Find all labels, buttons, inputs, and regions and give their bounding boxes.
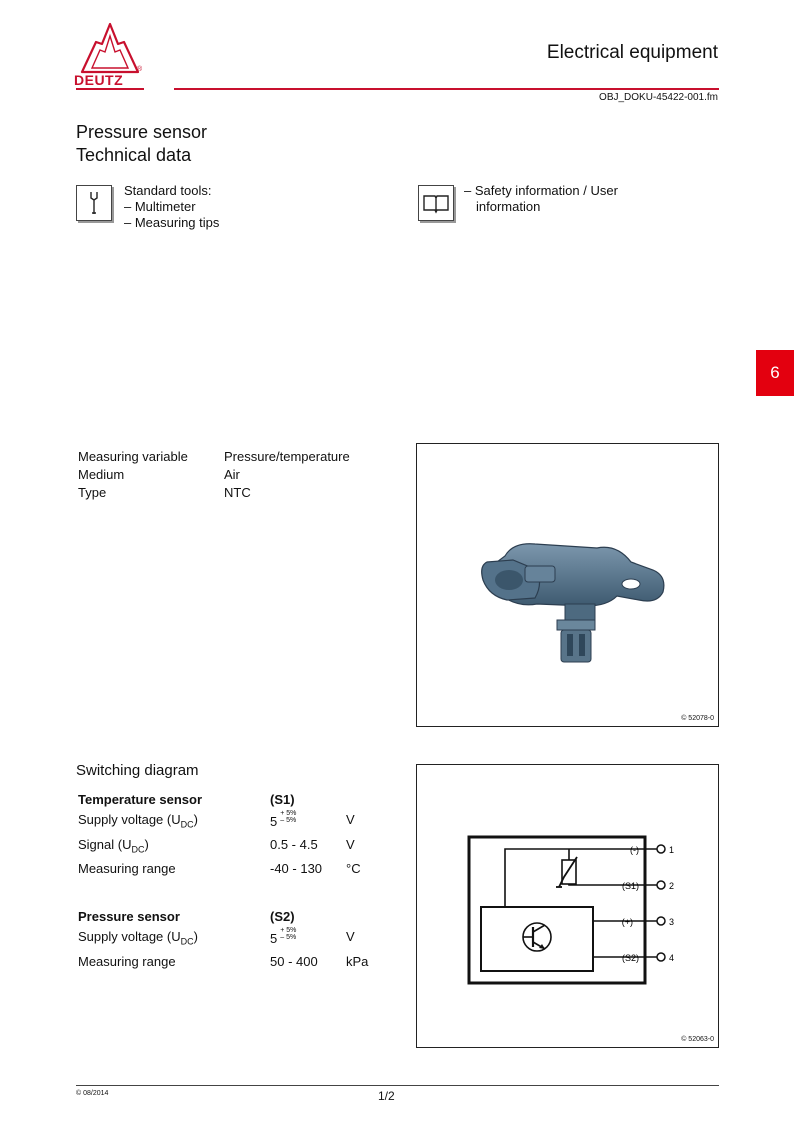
- signal-unit: V: [346, 836, 355, 852]
- temp-range-unit: °C: [346, 861, 361, 877]
- signal-row: [78, 835, 408, 860]
- press-range-value: 50 - 400: [270, 953, 318, 969]
- pin-number: 4: [669, 953, 675, 963]
- temp-sensor-header: [78, 790, 408, 810]
- temp-range-row: [78, 859, 408, 879]
- wrench-icon: [76, 185, 112, 221]
- temp-supply-unit: V: [346, 812, 355, 827]
- tools-item-multimeter: – Multimeter: [124, 199, 196, 214]
- temp-supply-row: [78, 810, 408, 835]
- temp-sensor-code: (S1): [270, 792, 295, 807]
- press-sensor-title: Pressure sensor: [78, 909, 180, 925]
- page-title-line2: Technical data: [76, 145, 192, 165]
- circuit-diagram: [417, 765, 718, 1047]
- logo-text: DEUTZ: [74, 72, 124, 88]
- figure-reference: © 52063-0: [681, 1036, 714, 1043]
- switching-heading: Switching diagram: [76, 762, 199, 779]
- safety-info: [464, 183, 618, 215]
- spec-row: [78, 484, 350, 502]
- book-icon: [418, 185, 454, 221]
- pin-number: 1: [669, 845, 675, 855]
- pin-label: (S1): [621, 881, 639, 891]
- header-rule: [174, 88, 719, 90]
- press-range-row: [78, 952, 408, 972]
- press-supply-label: Supply voltage $(U_{DC})$: [78, 929, 198, 947]
- header-title: Electrical equipment: [546, 42, 718, 63]
- temp-range-label: Measuring range: [78, 861, 176, 877]
- spec-row: [78, 466, 350, 484]
- footer-rule: [76, 1085, 719, 1086]
- page-number: 1/2: [378, 1089, 395, 1103]
- figure-reference: © 52078-0: [681, 715, 714, 722]
- tools-heading: Standard tools:: [124, 183, 212, 198]
- press-range-unit: kPa: [346, 953, 369, 969]
- sensor-image-frame: [416, 443, 719, 727]
- safety-info-line2: information: [476, 199, 541, 214]
- spec-row: [78, 448, 350, 466]
- temp-sensor-title: Temperature sensor: [78, 792, 203, 807]
- pin-label: (S2): [621, 953, 639, 963]
- press-supply-value: 5+ 5% – 5%: [270, 927, 297, 947]
- page-title-line1: Pressure sensor: [76, 122, 208, 142]
- spec-label: Medium: [78, 467, 125, 482]
- spec-value: Air: [224, 467, 240, 482]
- circuit-diagram-frame: [416, 764, 719, 1048]
- chapter-tab[interactable]: 6: [756, 350, 794, 396]
- pin-number: 2: [669, 881, 675, 891]
- spec-value: Pressure/temperature: [224, 449, 350, 464]
- switching-table: [78, 790, 408, 972]
- temp-supply-value: 5+ 5% – 5%: [270, 810, 297, 829]
- logo-registered: ®: [137, 66, 143, 73]
- spec-table: [78, 448, 350, 502]
- tools-list: [124, 183, 219, 231]
- press-supply-row: [78, 927, 408, 952]
- signal-label: Signal $(U_{DC})$: [78, 836, 149, 855]
- pin-label: (-): [630, 845, 639, 855]
- signal-value: 0.5 - 4.5: [270, 836, 318, 852]
- spec-label: Measuring variable: [78, 449, 188, 464]
- pressure-sensor-image: [417, 444, 718, 726]
- pin-label: (+): [621, 917, 633, 927]
- safety-info-line1: – Safety information / User: [464, 183, 618, 198]
- press-range-label: Measuring range: [78, 953, 176, 969]
- pin-number: 3: [669, 917, 675, 927]
- spec-value: NTC: [224, 485, 251, 500]
- temp-supply-label: Supply voltage $(U_{DC})$: [78, 812, 198, 830]
- press-supply-unit: V: [346, 929, 355, 945]
- temp-range-value: -40 - 130: [270, 861, 323, 877]
- doc-reference: OBJ_DOKU-45422-001.fm: [599, 92, 718, 103]
- spec-label: Type: [78, 485, 107, 500]
- press-sensor-header: [78, 907, 408, 927]
- logo-underline: [76, 88, 144, 90]
- footer-copyright: © 08/2014: [76, 1090, 109, 1097]
- page-title: [76, 121, 207, 167]
- press-sensor-code: (S2): [270, 909, 295, 925]
- tools-item-measuring-tips: – Measuring tips: [124, 215, 220, 230]
